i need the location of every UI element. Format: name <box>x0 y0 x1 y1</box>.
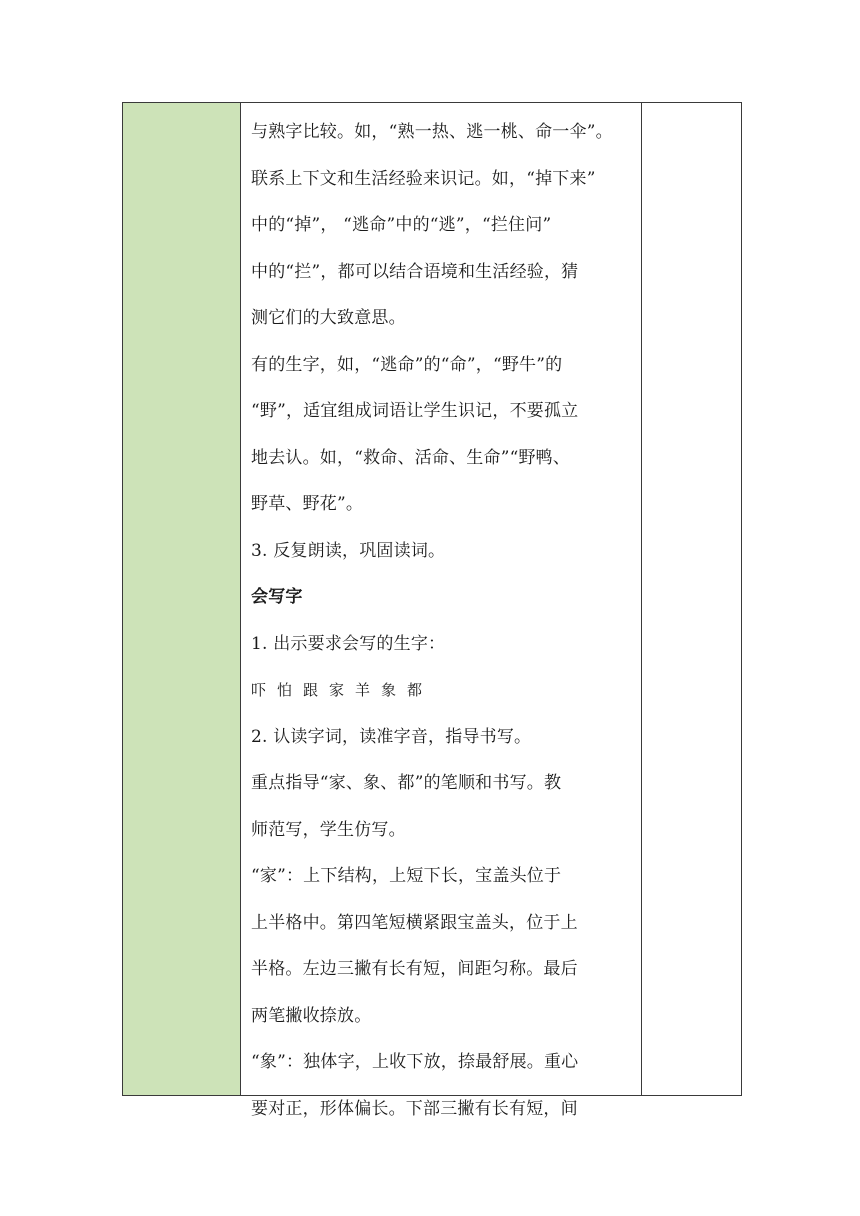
text-line: 师范写，学生仿写。 <box>251 819 406 840</box>
text-line: 野草、野花”。 <box>251 494 364 514</box>
text-line: 地去认。如，“救命、活命、生命”“野鸭、 <box>251 447 571 468</box>
text-line: 半格。左边三撇有长有短，间距匀称。最后 <box>251 959 578 979</box>
text-line: 中的“拦”，都可以结合语境和生活经验，猜 <box>251 261 579 282</box>
text-line: “象”：独体字，上收下放，捺最舒展。重心 <box>251 1052 579 1072</box>
text-line: 要对正，形体偏长。下部三撇有长有短，间 <box>251 1098 578 1119</box>
section-heading: 会写字 <box>251 587 303 607</box>
text-line: 测它们的大致意思。 <box>251 308 406 328</box>
text-line: 重点指导“家、象、都”的笔顺和书写。教 <box>251 773 562 793</box>
text-line: “家”：上下结构，上短下长，宝盖头位于 <box>251 866 562 886</box>
text-line: 两笔撇收捺放。 <box>251 1005 372 1026</box>
text-line: 联系上下文和生活经验来识记。如，“掉下来” <box>251 168 596 189</box>
text-line: 2. 认读字词，读准字音，指导书写。 <box>251 726 532 747</box>
character-list: 吓怕跟家羊象都 <box>251 681 434 699</box>
text-line: 上半格中。第四笔短横紧跟宝盖头，位于上 <box>251 912 578 933</box>
teaching-content-cell <box>241 103 642 1119</box>
text-line: 1. 出示要求会写的生字： <box>251 633 446 654</box>
text-line: “野”，适宜组成词语让学生识记，不要孤立 <box>251 401 579 421</box>
notes-column <box>642 103 741 1095</box>
text-line: 3. 反复朗读，巩固读词。 <box>251 540 446 561</box>
text-line: 与熟字比较。如，“熟一热、逃一桃、命一伞”。 <box>251 122 613 142</box>
lesson-plan-table <box>122 102 742 1119</box>
section-label-column <box>123 103 241 1095</box>
text-line: 中的“掉”， “逃命”中的“逃”，“拦住问” <box>251 215 552 235</box>
text-line: 有的生字，如，“逃命”的“命”，“野牛”的 <box>251 354 563 375</box>
